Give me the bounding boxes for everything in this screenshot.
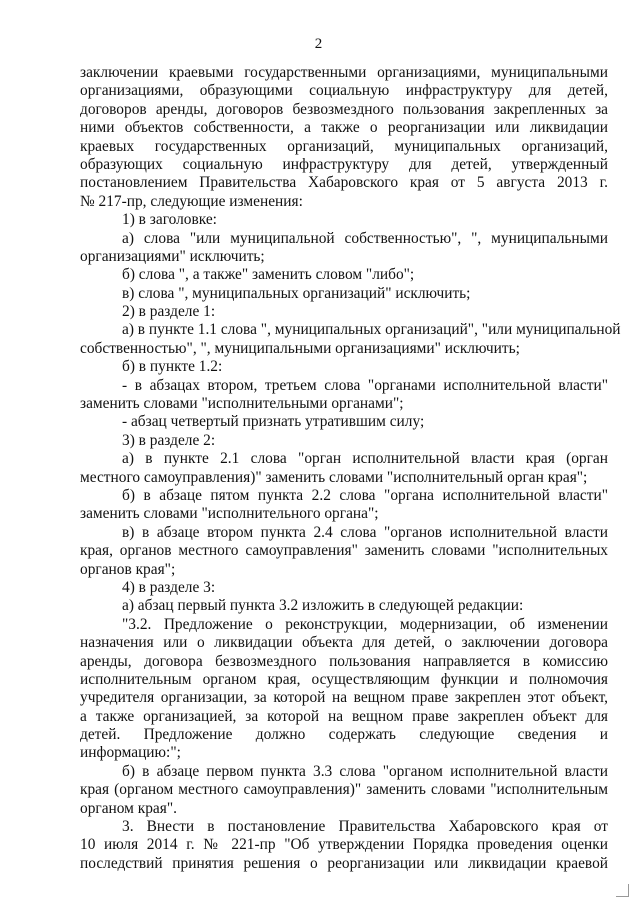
text-line: организациями" исключить; bbox=[80, 247, 265, 265]
text-line: учредителя организации, за которой на вещном праве закреплен этот объект, bbox=[80, 689, 608, 707]
page-number: 2 bbox=[314, 36, 323, 52]
text-line: б) слова ", а также" заменить словом "либо"; bbox=[122, 266, 415, 284]
text-line: местного самоуправления)" заменить словами "исполнительный орган края"; bbox=[80, 468, 588, 486]
text-line: края, органов местного самоуправления" заменить словами "исполнительных bbox=[80, 542, 608, 560]
document-body bbox=[80, 64, 621, 873]
text-line: б) в пункте 1.2: bbox=[122, 358, 223, 376]
text-line: - абзац четвертый признать утратившим силу; bbox=[122, 413, 425, 431]
text-line: организациями, образующими социальную инфраструктуру для детей, bbox=[80, 82, 608, 100]
text-line: краевых государственных организаций, муниципальных организаций, bbox=[80, 137, 608, 155]
text-line: 1) в заголовке: bbox=[122, 211, 217, 229]
text-line: б) в абзаце первом пункта 3.3 слова "органом исполнительной власти bbox=[122, 762, 608, 780]
text-line: а) абзац первый пункта 3.2 изложить в следующей редакции: bbox=[122, 597, 524, 615]
text-line: последствий принятия решения о реорганизации или ликвидации краевой bbox=[80, 854, 608, 872]
text-line: а) слова "или муниципальной собственностью", ", муниципальными bbox=[122, 229, 608, 247]
text-line: заключении краевыми государственными организациями, муниципальными bbox=[80, 64, 608, 81]
text-line: собственностью", ", муниципальными организациями" исключить; bbox=[80, 339, 520, 357]
text-line: 3. Внести в постановление Правительства Хабаровского края от bbox=[122, 818, 608, 836]
text-line: 2) в разделе 1: bbox=[122, 303, 216, 321]
text-line: органов края"; bbox=[80, 560, 176, 578]
text-line: а) в пункте 1.1 слова ", муниципальных организаций", "или муниципальной bbox=[122, 321, 621, 339]
text-line: аренды, договора безвозмездного пользования направляется в комиссию bbox=[80, 652, 608, 670]
text-line: органом края". bbox=[80, 799, 177, 817]
text-line: - в абзацах втором, третьем слова "органами исполнительной власти" bbox=[122, 376, 608, 394]
text-line: договоров аренды, договоров безвозмездного пользования закрепленных за bbox=[80, 100, 608, 118]
text-line: в) в абзаце втором пункта 2.4 слова "органов исполнительной власти bbox=[122, 523, 608, 541]
text-line: 3) в разделе 2: bbox=[122, 431, 216, 449]
text-line: заменить словами "исполнительного органа"; bbox=[80, 505, 379, 523]
text-line: "3.2. Предложение о реконструкции, модернизации, об изменении bbox=[122, 615, 608, 633]
text-line: б) в абзаце пятом пункта 2.2 слова "органа исполнительной власти" bbox=[122, 486, 608, 504]
text-line: детей. Предложение должно содержать следующие сведения и bbox=[80, 726, 608, 744]
text-line: назначения или о ликвидации объекта для детей, о заключении договора bbox=[80, 634, 608, 652]
text-line: 10 июля 2014 г. № 221-пр "Об утверждении Порядка проведения оценки bbox=[80, 836, 608, 854]
text-line: исполнительным органом края, осуществляющим функции и полномочия bbox=[80, 670, 608, 688]
text-line: информацию:"; bbox=[80, 744, 181, 762]
text-line: постановлением Правительства Хабаровского края от 5 августа 2013 г. bbox=[80, 174, 608, 192]
text-line: ними объектов собственности, а также о реорганизации или ликвидации bbox=[80, 119, 608, 137]
page-corner-mark bbox=[616, 884, 629, 897]
text-line: а) в пункте 2.1 слова "орган исполнительной власти края (орган bbox=[122, 450, 608, 468]
text-line: заменить словами "исполнительными органами"; bbox=[80, 395, 404, 413]
text-line: № 217-пр, следующие изменения: bbox=[80, 192, 303, 210]
text-line: 4) в разделе 3: bbox=[122, 578, 216, 596]
text-line: края (органом местного самоуправления)" заменить словами "исполнительным bbox=[80, 781, 608, 799]
text-line: образующих социальную инфраструктуру для детей, утвержденный bbox=[80, 155, 608, 173]
text-line: в) слова ", муниципальных организаций" исключить; bbox=[122, 284, 471, 302]
text-line: а также организацией, за которой на вещном праве закреплен объект для bbox=[80, 707, 608, 725]
